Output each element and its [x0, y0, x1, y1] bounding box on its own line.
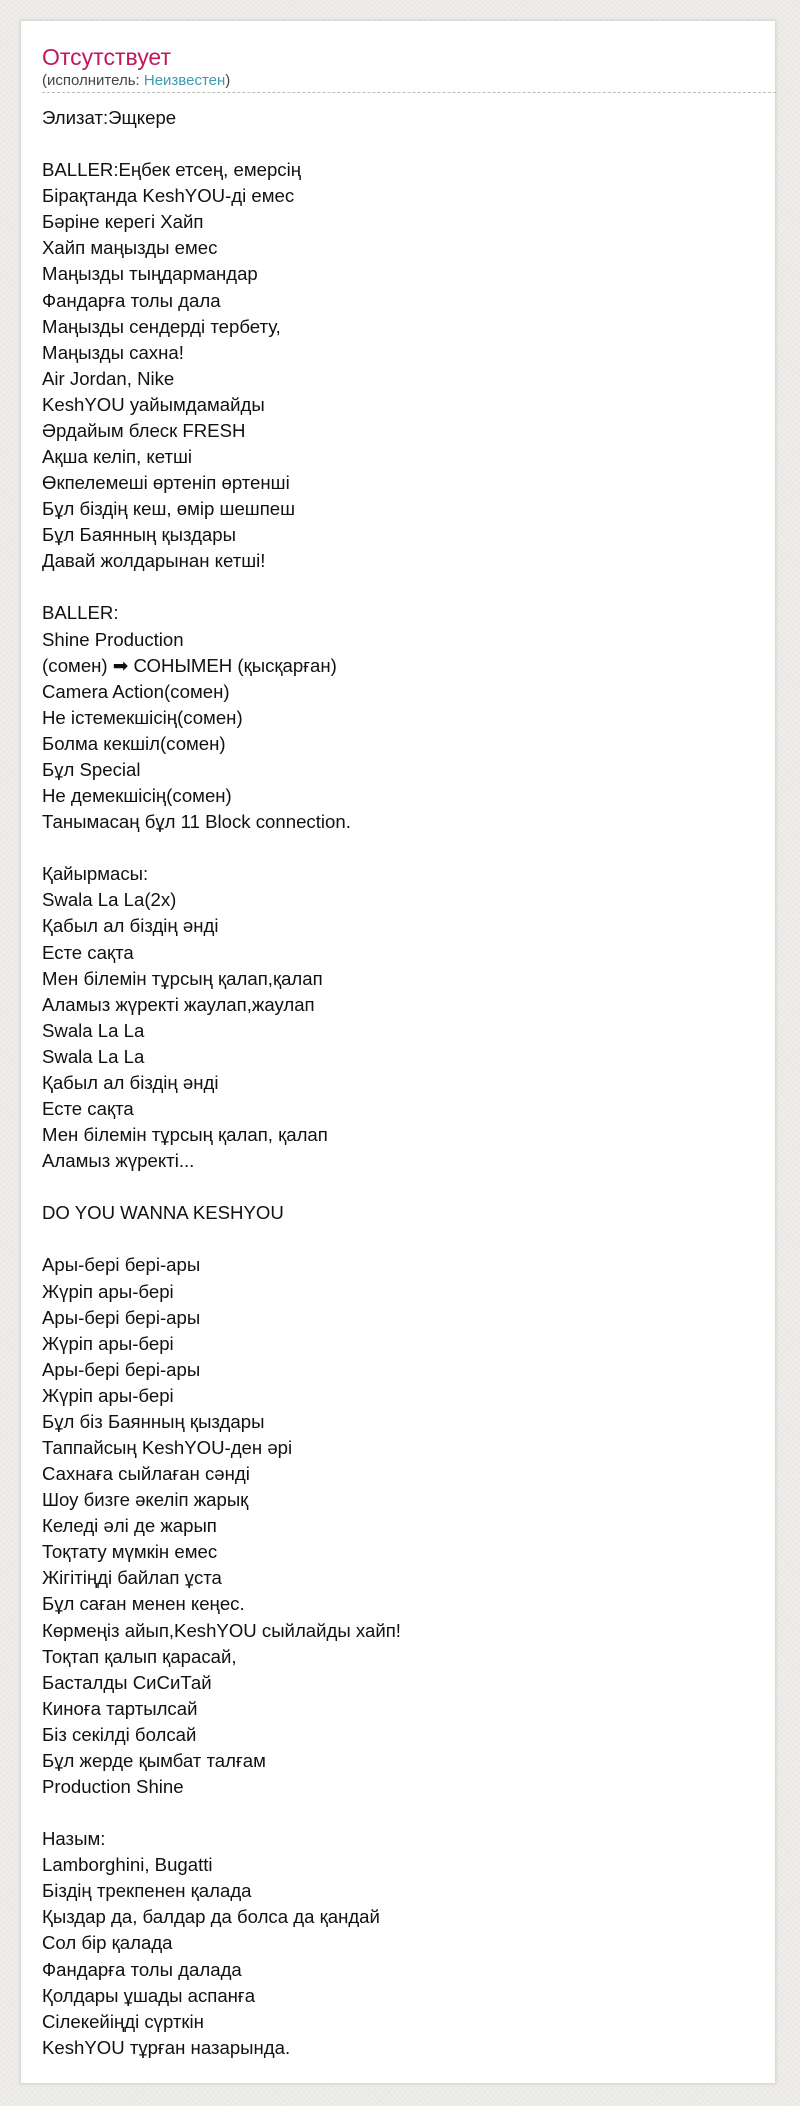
lyric-line: Назым:: [42, 1828, 106, 1850]
song-title: Отсутствует: [42, 44, 171, 70]
lyric-line: Маңызды сахна!: [42, 341, 184, 363]
lyric-line: Келеді әлі де жарып: [42, 1515, 217, 1537]
lyric-line: Танымасаң бұл 11 Block connection.: [42, 811, 351, 833]
lyric-line: Тоқтату мүмкін емес: [42, 1541, 218, 1563]
lyric-line: Бұл біз Баянның қыздары: [42, 1410, 265, 1432]
lyric-line: Camera Action(сомен): [42, 680, 230, 702]
lyric-line: Ары-бері бері-ары: [42, 1254, 201, 1276]
artist-link[interactable]: Неизвестен: [143, 72, 226, 89]
lyric-line: Әрдайым блеск FRESH: [42, 419, 246, 441]
lyric-line: Ары-бері бері-ары: [42, 1306, 201, 1328]
lyric-line: Сілекейіңді сүрткін: [42, 2010, 204, 2032]
lyric-line: Көрмеңіз айып,KeshYOU сыйлайды хайп!: [42, 1619, 401, 1641]
lyric-line: Жүріп ары-бері: [42, 1280, 174, 1302]
lyric-blank-line: [42, 1226, 762, 1252]
lyric-line: Жүріп ары-бері: [42, 1384, 174, 1406]
lyric-line: Мен білемін тұрсың қалап, қалап: [42, 1124, 328, 1146]
artist-suffix: ): [225, 72, 231, 89]
lyric-line: Есте сақта: [42, 941, 134, 963]
lyric-line: Маңызды тыңдармандар: [42, 263, 258, 285]
lyric-line: Басталды СиСиТай: [42, 1671, 212, 1693]
lyric-line: Қабыл ал біздің әнді: [42, 1071, 219, 1093]
lyric-line: BALLER:: [42, 602, 119, 624]
lyric-line: Swala La La: [42, 1019, 145, 1041]
lyric-line: Сол бір қалада: [42, 1932, 173, 1954]
lyric-line: Біз секілді болсай: [42, 1723, 197, 1745]
lyric-line: Қолдары ұшады аспанға: [42, 1984, 256, 2006]
artist-line: [42, 72, 230, 90]
lyric-line: Production Shine: [42, 1776, 184, 1797]
lyric-line: Болма кекшіл(сомен): [42, 732, 226, 754]
lyric-line: Бұл Special: [42, 758, 141, 780]
lyric-line: Маңызды сендерді тербету,: [42, 315, 281, 337]
lyric-line: Қыздар да, балдар да болса да қандай: [42, 1906, 380, 1928]
lyric-line: Шоу бизге әкеліп жарық: [42, 1489, 249, 1511]
lyric-line: Не істемекшісің(сомен): [42, 706, 243, 728]
lyric-line: Қайырмасы:: [42, 863, 149, 885]
lyric-line: Фандарға толы дала: [42, 289, 221, 311]
lyric-line: Бұл Баянның қыздары: [42, 524, 236, 546]
lyric-blank-line: [42, 131, 762, 157]
lyric-blank-line: [42, 1800, 762, 1826]
lyric-line: Не демекшісің(сомен): [42, 785, 232, 807]
lyric-line: Жігітіңді байлап ұста: [42, 1567, 222, 1589]
lyric-line: Давай жолдарынан кетші!: [42, 550, 266, 572]
lyric-line: Мен білемін тұрсың қалап,қалап: [42, 967, 323, 989]
lyric-line: Swala La La(2x): [42, 889, 177, 911]
lyric-line: Киноға тартылсай: [42, 1697, 198, 1719]
lyric-line: Ары-бері бері-ары: [42, 1358, 201, 1380]
lyric-line: Бірақтанда KeshYOU-ді емес: [42, 185, 295, 207]
lyric-line: KeshYOU тұрған назарында.: [42, 2036, 291, 2058]
lyric-line: Ақша келіп, кетші: [42, 446, 193, 468]
lyric-line: Аламыз жүректі...: [42, 1150, 195, 1172]
lyric-blank-line: [42, 574, 762, 600]
lyric-line: DO YOU WANNA KESHYOU: [42, 1202, 284, 1224]
lyric-line: Бұл жерде қымбат талғам: [42, 1749, 266, 1771]
lyric-line: Shine Production: [42, 628, 184, 650]
lyrics-body: [42, 105, 762, 2061]
lyric-line: Біздің трекпенен қалада: [42, 1880, 252, 1902]
lyric-line: Сахнаға сыйлаған сәнді: [42, 1463, 250, 1485]
lyric-line: Swala La La: [42, 1045, 145, 1067]
lyric-line: Lamborghini, Bugatti: [42, 1854, 213, 1876]
lyric-blank-line: [42, 835, 762, 861]
artist-prefix: (исполнитель:: [42, 72, 144, 89]
lyric-line: Бұл саған менен кеңес.: [42, 1593, 245, 1615]
lyric-line: Тоқтап қалып қарасай,: [42, 1645, 237, 1667]
lyric-line: Элизат:Эщкере: [42, 107, 177, 128]
lyric-line: Жүріп ары-бері: [42, 1332, 174, 1354]
lyric-blank-line: [42, 1174, 762, 1200]
lyric-line: Өкпелемеші өртеніп өртенші: [42, 472, 290, 494]
lyric-line: Air Jordan, Nike: [42, 367, 175, 389]
lyric-line: KeshYOU уайымдамайды: [42, 393, 265, 415]
lyric-line: Фандарға толы далада: [42, 1958, 242, 1980]
lyric-line: Аламыз жүректі жаулап,жаулап: [42, 993, 315, 1015]
lyric-line: Бәріне керегі Хайп: [42, 211, 204, 233]
lyric-line: Таппайсың KeshYOU-ден әрі: [42, 1436, 293, 1458]
lyrics-card: [20, 20, 776, 2084]
lyric-line: Бұл біздің кеш, өмір шешпеш: [42, 498, 296, 520]
lyric-line: (сомен) ➡ СОНЫМЕН (қысқарған): [42, 654, 337, 676]
lyric-line: Қабыл ал біздің әнді: [42, 915, 219, 937]
lyric-line: Есте сақта: [42, 1097, 134, 1119]
title-divider: [42, 92, 776, 93]
lyric-line: Хайп маңызды емес: [42, 237, 218, 259]
lyric-line: BALLER:Еңбек етсең, емерсің: [42, 159, 302, 181]
